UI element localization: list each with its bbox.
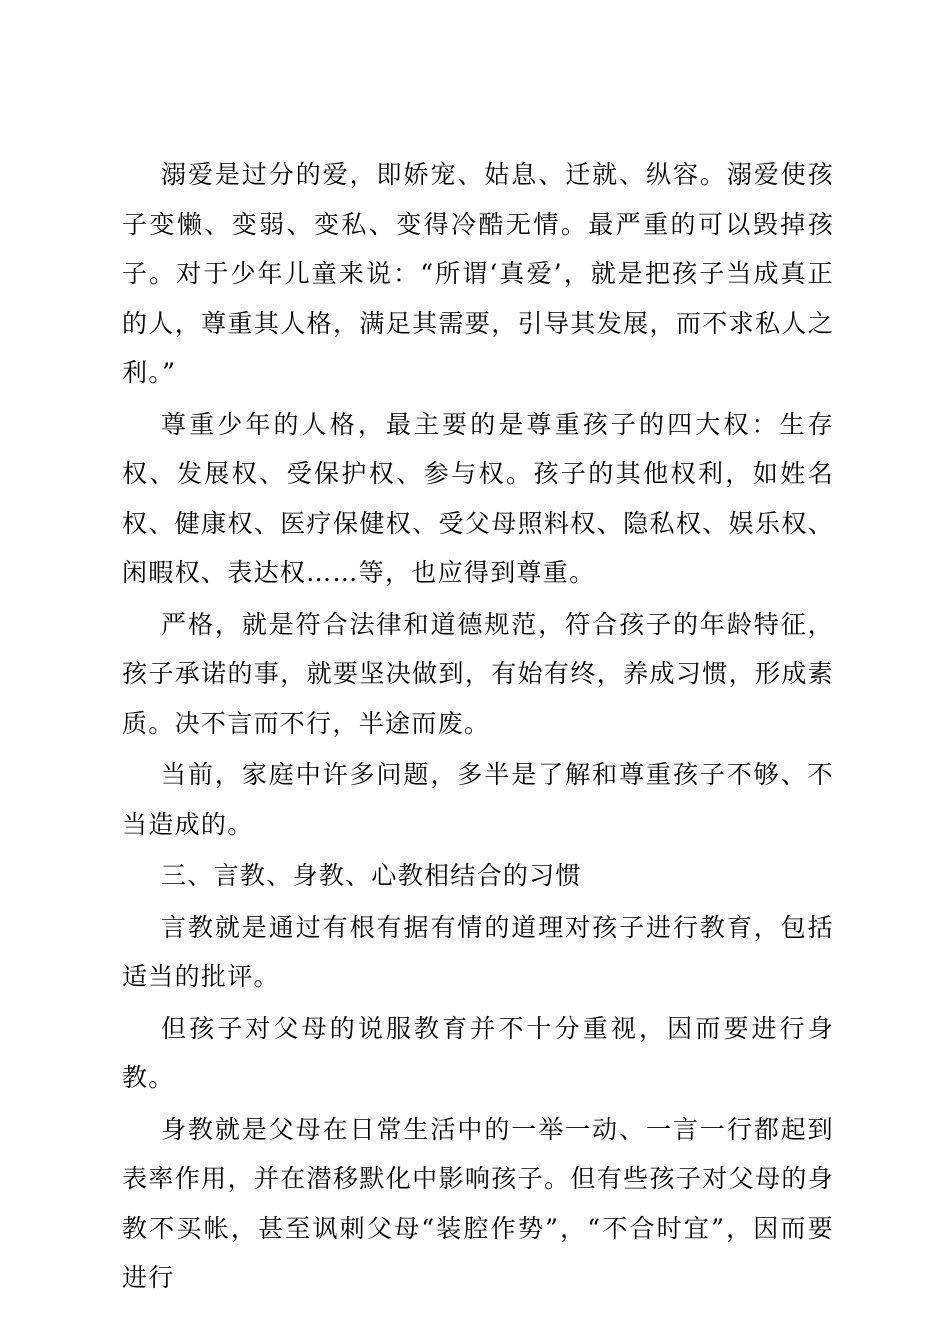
- paragraph-teaching-by-example: 身教就是父母在日常生活中的一举一动、一言一行都起到表率作用，并在潜移默化中影响孩子。但有些孩子对父母的身教不买帐，甚至讽刺父母“装腔作势”，“不合时宜”，因而要进行: [122, 1114, 834, 1292]
- paragraph-family-problems: 当前，家庭中许多问题，多半是了解和尊重孩子不够、不当造成的。: [122, 760, 834, 839]
- paragraph-strictness: 严格，就是符合法律和道德规范，符合孩子的年龄特征，孩子承诺的事，就要坚决做到，有始有终，养成习惯，形成素质。决不言而不行，半途而废。: [122, 609, 834, 738]
- paragraph-need-example: 但孩子对父母的说服教育并不十分重视，因而要进行身教。: [122, 1013, 834, 1092]
- paragraph-verbal-teaching: 言教就是通过有根有据有情的道理对孩子进行教育，包括适当的批评。: [122, 912, 834, 991]
- paragraph-doting-love: 溺爱是过分的爱，即娇宠、姑息、迁就、纵容。溺爱使孩子变懒、变弱、变私、变得冷酷无情。最严重的可以毁掉孩子。对于少年儿童来说：“所谓‘真爱’，就是把孩子当成真正的人，尊重其人格，满足其需要，引导其发展，而不求私人之利。”: [122, 160, 834, 387]
- section-heading-three: 三、言教、身教、心教相结合的习惯: [161, 861, 582, 890]
- paragraph-respect-rights: 尊重少年的人格，最主要的是尊重孩子的四大权：生存权、发展权、受保护权、参与权。孩子的其他权利，如姓名权、健康权、医疗保健权、受父母照料权、隐私权、娱乐权、闲暇权、表达权……等，也应得到尊重。: [122, 409, 834, 587]
- document-body: [122, 150, 834, 1305]
